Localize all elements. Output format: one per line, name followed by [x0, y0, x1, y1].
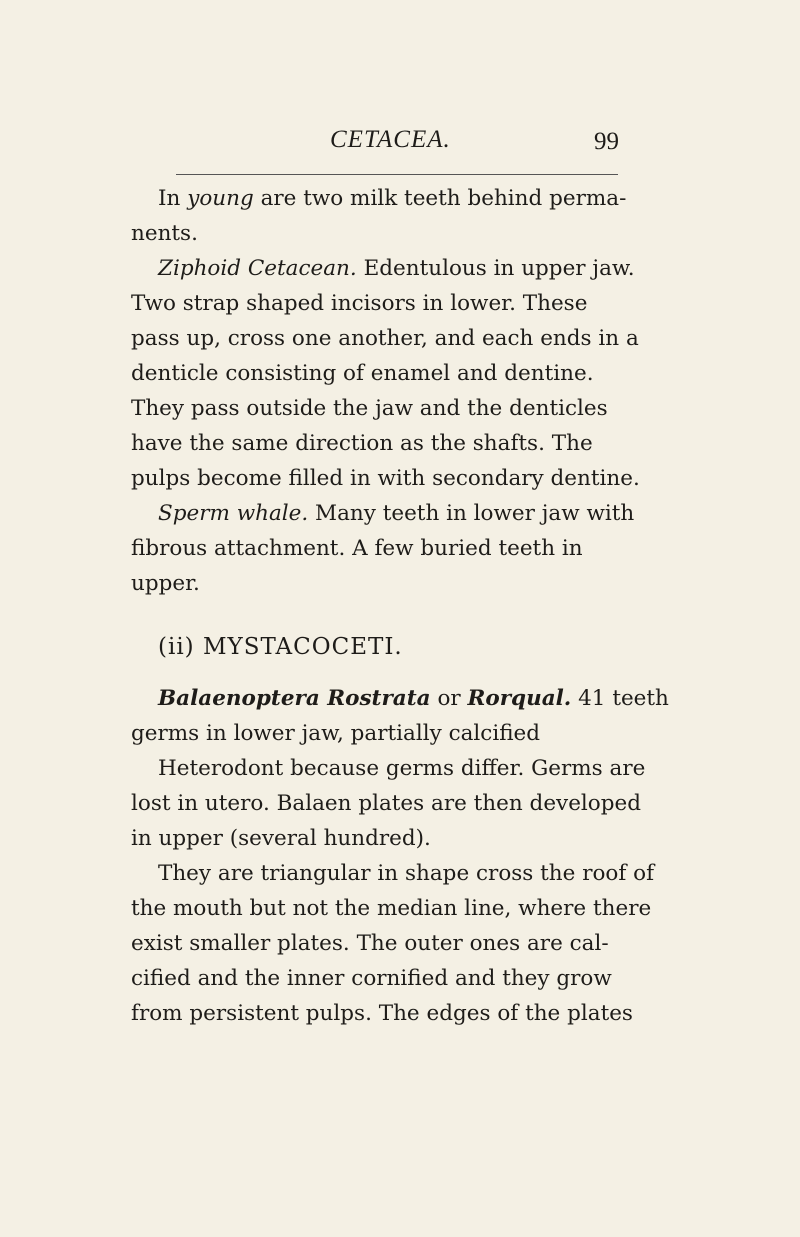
text-line: lost in utero. Balaen plates are then developed — [131, 791, 641, 816]
text-line: Heterodont because germs differ. Germs are — [158, 756, 646, 781]
page-number: 99 — [594, 128, 619, 155]
text-line: They are triangular in shape cross the roof of — [158, 861, 655, 886]
paragraph-block-toothed-whales — [131, 181, 640, 601]
text-line — [131, 251, 635, 286]
text-line: nents. — [131, 221, 198, 246]
text-line: from persistent pulps. The edges of the plates — [131, 1001, 633, 1026]
header-rule — [176, 174, 618, 175]
italic-term-young: young — [187, 186, 254, 211]
section-heading-block — [131, 630, 631, 665]
running-header-title: CETACEA. — [330, 126, 451, 153]
text-line: exist smaller plates. The outer ones are cal- — [131, 931, 609, 956]
paragraph-block-baleen-whales — [131, 681, 669, 1031]
text-run: In — [158, 186, 188, 211]
text-line: fibrous attachment. A few buried teeth in — [131, 536, 583, 561]
text-run: Many teeth in lower jaw with — [308, 501, 635, 526]
bold-italic-term-balaenoptera-rostrata: Balaenoptera Rostrata — [158, 686, 431, 711]
text-line: upper. — [131, 571, 200, 596]
italic-term-sperm-whale: Sperm whale. — [158, 501, 309, 526]
text-run: Edentulous in upper jaw. — [356, 256, 635, 281]
text-line: the mouth but not the median line, where there — [131, 896, 652, 921]
text-line: Two strap shaped incisors in lower. These — [131, 291, 588, 316]
text-line: pulps become filled in with secondary dentine. — [131, 466, 640, 491]
text-line: have the same direction as the shafts. The — [131, 431, 593, 456]
italic-term-ziphoid-cetacean: Ziphoid Cetacean. — [158, 256, 357, 281]
text-line: denticle consisting of enamel and dentine. — [131, 361, 594, 386]
text-line: in upper (several hundred). — [131, 826, 431, 851]
text-line: They pass outside the jaw and the denticles — [131, 396, 608, 421]
text-line: germs in lower jaw, partially calcified — [131, 721, 541, 746]
text-run: are two milk teeth behind perma- — [253, 186, 627, 211]
text-run: 41 teeth — [571, 686, 669, 711]
text-run: or — [430, 686, 468, 711]
bold-italic-term-rorqual: Rorqual. — [467, 686, 572, 711]
text-line: pass up, cross one another, and each ends in a — [131, 326, 639, 351]
text-line — [131, 681, 669, 716]
text-line — [131, 496, 635, 531]
text-line — [131, 181, 631, 216]
section-heading: (ii) MYSTACOCETI. — [158, 634, 403, 660]
text-line: cified and the inner cornified and they grow — [131, 966, 612, 991]
